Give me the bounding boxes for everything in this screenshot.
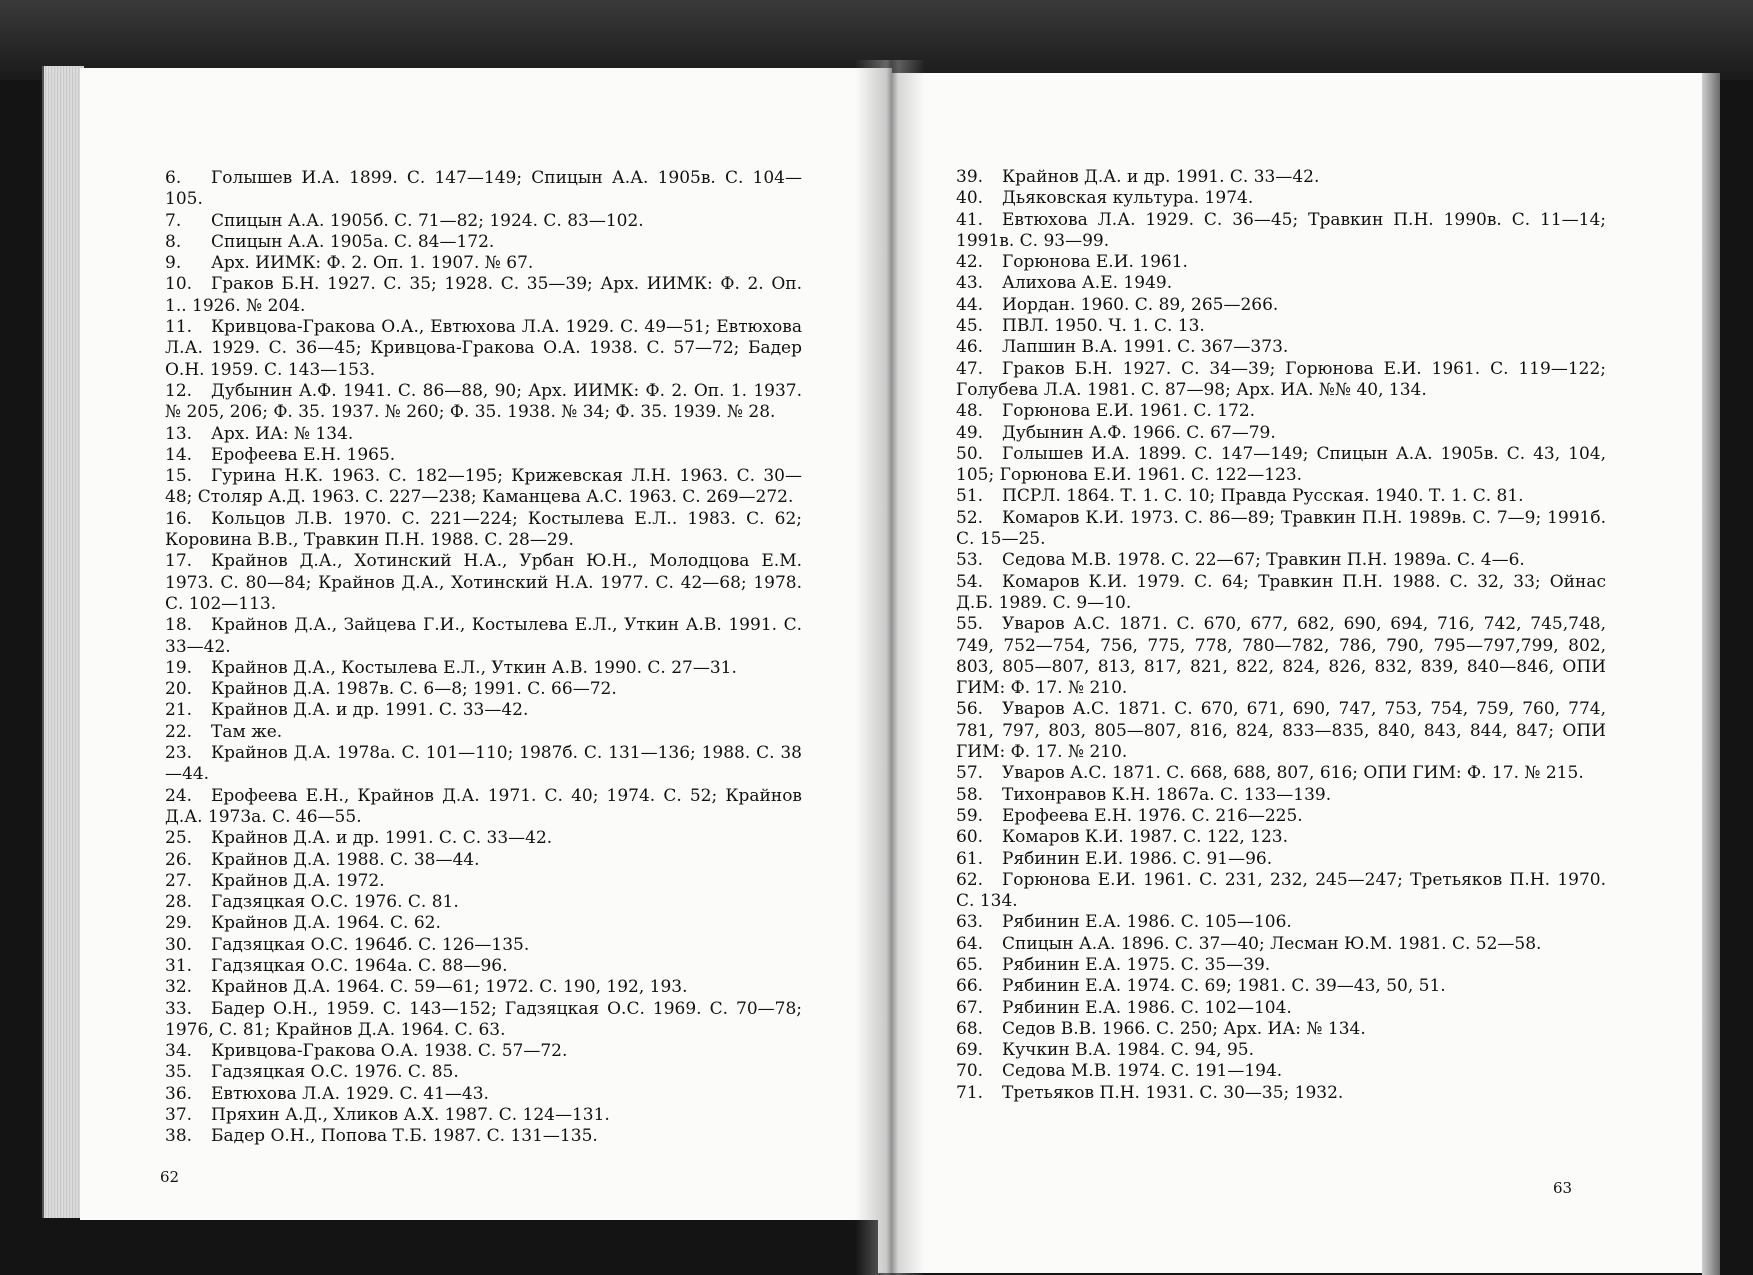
- note-text: Спицын А.А. 1896. С. 37—40; Лесман Ю.М. 1981. С. 52—58.: [1002, 933, 1542, 954]
- note-item: [956, 976, 1606, 997]
- note-number: 50.: [956, 443, 984, 464]
- note-number: 7.: [165, 210, 182, 231]
- note-number: 14.: [165, 444, 193, 465]
- note-number: 20.: [165, 679, 193, 700]
- note-number: 26.: [165, 849, 193, 870]
- note-text: Лапшин В.А. 1991. С. 367—373.: [1002, 337, 1289, 358]
- note-text: Иордан. 1960. С. 89, 265—266.: [1002, 294, 1279, 315]
- note-text: Рябинин Е.И. 1986. С. 91—96.: [1002, 848, 1273, 869]
- note-item: [956, 1061, 1606, 1082]
- note-text: Уваров А.С. 1871. С. 670, 677, 682, 690, 694, 716, 742, 745,748, 749, 752—754, 756, 775, 778, 780—782, 786, 790, 795—797,799, 802, 803, 805—807, 813, 817, 821, 822, 824, 826, 832, 839, 840—846, ОПИ ГИМ: Ф. 17. № 210.: [956, 614, 1606, 699]
- note-number: 51.: [956, 486, 984, 507]
- note-number: 44.: [956, 294, 984, 315]
- note-text: Рябинин Е.А. 1974. С. 69; 1981. С. 39—43, 50, 51.: [1002, 976, 1446, 997]
- note-text: Крайнов Д.А., Хотинский Н.А., Урбан Ю.Н., Молодцова Е.М. 1973. С. 80—84; Крайнов Д.А., Хотинский Н.А. 1977. С. 42—68; 1978. С. 102—113.: [165, 551, 802, 614]
- notes-list-left: [165, 168, 802, 1148]
- note-text: Граков Б.Н. 1927. С. 34—39; Горюнова Е.И. 1961. С. 119—122; Голубева Л.А. 1981. С. 87—98; Арх. ИА. №№ 40, 134.: [956, 358, 1606, 400]
- note-text: Крайнов Д.А. и др. 1991. С. 33—42.: [1002, 167, 1320, 187]
- note-number: 48.: [956, 401, 984, 422]
- note-item: [956, 572, 1606, 615]
- note-text: Седов В.В. 1966. С. 250; Арх. ИА: № 134.: [1002, 1018, 1366, 1039]
- note-text: Уваров А.С. 1871. С. 670, 671, 690, 747, 753, 754, 759, 760, 774, 781, 797, 803, 805—807, 816, 824, 833—835, 840, 843, 844, 847; ОПИ ГИМ: Ф. 17. № 210.: [956, 699, 1606, 763]
- note-item: [956, 167, 1606, 188]
- note-number: 62.: [956, 869, 984, 890]
- note-number: 25.: [165, 828, 193, 849]
- note-text: Спицын А.А. 1905а. С. 84—172.: [211, 231, 495, 252]
- note-text: Кривцова-Гракова О.А. 1938. С. 57—72.: [211, 1041, 568, 1062]
- note-number: 19.: [165, 657, 193, 678]
- note-item: [165, 509, 802, 552]
- note-text: Рябинин Е.А. 1986. С. 102—104.: [1002, 997, 1292, 1018]
- note-text: Тихонравов К.Н. 1867а. С. 133—139.: [1002, 784, 1332, 805]
- note-item: [956, 934, 1606, 955]
- note-item: [956, 210, 1606, 253]
- note-item: [956, 423, 1606, 444]
- note-text: Гадзяцкая О.С. 1976. С. 81.: [211, 892, 459, 913]
- note-text: Гурина Н.К. 1963. С. 182—195; Крижевская Л.Н. 1963. С. 30—48; Столяр А.Д. 1963. С. 227—238; Каманцева А.С. 1963. С. 269—272.: [165, 466, 802, 508]
- note-item: [165, 232, 802, 253]
- note-text: Пряхин А.Д., Хликов А.Х. 1987. С. 124—131.: [211, 1105, 610, 1126]
- note-item: [956, 188, 1606, 209]
- note-item: [165, 828, 802, 849]
- note-text: Горюнова Е.И. 1961. С. 172.: [1002, 401, 1256, 422]
- note-text: Дьяковская культура. 1974.: [1002, 188, 1254, 209]
- note-item: [165, 722, 802, 743]
- note-text: Кольцов Л.В. 1970. С. 221—224; Костылева Е.Л.. 1983. С. 62; Коровина В.В., Травкин П.Н. 1988. С. 28—29.: [165, 508, 802, 551]
- note-text: Крайнов Д.А. 1987в. С. 6—8; 1991. С. 66—72.: [211, 679, 617, 700]
- page-number-left: 62: [160, 1168, 180, 1186]
- note-number: 28.: [165, 892, 193, 913]
- note-text: Крайнов Д.А. 1964. С. 59—61; 1972. С. 190, 192, 193.: [211, 977, 688, 998]
- note-number: 53.: [956, 550, 984, 571]
- note-item: [956, 273, 1606, 294]
- note-item: [165, 743, 802, 786]
- note-number: 9.: [165, 253, 182, 274]
- note-number: 69.: [956, 1040, 984, 1061]
- note-item: [165, 850, 802, 871]
- note-number: 43.: [956, 273, 984, 294]
- note-number: 13.: [165, 423, 193, 444]
- note-text: Там же.: [211, 721, 283, 742]
- note-text: Комаров К.И. 1979. С. 64; Травкин П.Н. 1988. С. 32, 33; Ойнас Д.Б. 1989. С. 9—10.: [956, 571, 1606, 613]
- note-text: Крайнов Д.А. 1972.: [211, 870, 385, 891]
- note-item: [165, 956, 802, 977]
- note-text: Ерофеева Е.Н. 1976. С. 216—225.: [1002, 805, 1303, 826]
- note-number: 57.: [956, 763, 984, 784]
- note-item: [165, 274, 802, 317]
- note-number: 23.: [165, 743, 193, 764]
- note-number: 41.: [956, 209, 984, 230]
- note-text: ПСРЛ. 1864. Т. 1. С. 10; Правда Русская. 1940. Т. 1. С. 81.: [1002, 486, 1524, 507]
- note-number: 46.: [956, 337, 984, 358]
- note-text: Гадзяцкая О.С. 1964а. С. 88—96.: [211, 955, 508, 976]
- note-item: [165, 935, 802, 956]
- note-text: Крайнов Д.А. 1964. С. 62.: [211, 913, 441, 934]
- note-number: 68.: [956, 1018, 984, 1039]
- note-text: Крайнов Д.А. 1978а. С. 101—110; 1987б. С. 131—136; 1988. С. 38—44.: [165, 743, 802, 785]
- note-item: [956, 785, 1606, 806]
- note-item: [956, 295, 1606, 316]
- note-item: [956, 550, 1606, 571]
- note-text: ПВЛ. 1950. Ч. 1. С. 13.: [1002, 316, 1205, 337]
- page-stack-edge: [42, 66, 84, 1218]
- note-number: 21.: [165, 700, 193, 721]
- note-number: 29.: [165, 913, 193, 934]
- note-text: Кучкин В.А. 1984. С. 94, 95.: [1002, 1040, 1255, 1061]
- note-item: [956, 699, 1606, 763]
- note-item: [956, 912, 1606, 933]
- note-item: [956, 337, 1606, 358]
- left-page: [80, 68, 892, 1220]
- note-number: 11.: [165, 317, 193, 338]
- note-item: [165, 786, 802, 829]
- note-item: [165, 700, 802, 721]
- note-item: [956, 316, 1606, 337]
- note-text: Евтюхова Л.А. 1929. С. 36—45; Травкин П.Н. 1990в. С. 11—14; 1991в. С. 93—99.: [956, 209, 1606, 251]
- note-text: Крайнов Д.А. и др. 1991. С. С. 33—42.: [211, 828, 553, 849]
- note-text: Седова М.В. 1974. С. 191—194.: [1002, 1061, 1283, 1082]
- note-text: Гадзяцкая О.С. 1964б. С. 126—135.: [211, 934, 530, 955]
- notes-list-right: [956, 167, 1606, 1104]
- note-text: Горюнова Е.И. 1961.: [1002, 252, 1188, 273]
- note-number: 17.: [165, 551, 193, 572]
- note-item: [165, 1084, 802, 1105]
- note-number: 60.: [956, 827, 984, 848]
- note-number: 42.: [956, 252, 984, 273]
- note-item: [165, 424, 802, 445]
- note-number: 66.: [956, 976, 984, 997]
- note-number: 38.: [165, 1126, 193, 1147]
- note-number: 12.: [165, 380, 193, 401]
- note-text: Комаров К.И. 1987. С. 122, 123.: [1002, 827, 1289, 848]
- note-item: [956, 401, 1606, 422]
- note-item: [956, 827, 1606, 848]
- note-number: 65.: [956, 954, 984, 975]
- note-item: [165, 615, 802, 658]
- note-text: Ерофеева Е.Н., Крайнов Д.А. 1971. С. 40; 1974. С. 52; Крайнов Д.А. 1973а. С. 46—55.: [165, 785, 802, 827]
- note-number: 58.: [956, 784, 984, 805]
- note-item: [956, 1083, 1606, 1104]
- note-item: [165, 551, 802, 615]
- note-item: [165, 1126, 802, 1147]
- note-item: [165, 1062, 802, 1083]
- page-stack-edge-right: [1702, 73, 1720, 1275]
- note-number: 8.: [165, 231, 182, 252]
- note-number: 70.: [956, 1061, 984, 1082]
- note-item: [165, 1041, 802, 1062]
- note-item: [165, 871, 802, 892]
- note-number: 67.: [956, 997, 984, 1018]
- note-number: 32.: [165, 977, 193, 998]
- note-number: 24.: [165, 785, 193, 806]
- note-text: Бадер О.Н., 1959. С. 143—152; Гадзяцкая О.С. 1969. С. 70—78; 1976, С. 81; Крайнов Д.А. 1964. С. 63.: [165, 998, 802, 1040]
- note-text: Рябинин Е.А. 1975. С. 35—39.: [1002, 954, 1271, 975]
- note-text: Крайнов Д.А., Зайцева Г.И., Костылева Е.Л., Уткин А.В. 1991. С. 33—42.: [165, 615, 802, 657]
- note-item: [956, 486, 1606, 507]
- note-text: Гадзяцкая О.С. 1976. С. 85.: [211, 1062, 459, 1083]
- note-number: 33.: [165, 998, 193, 1019]
- note-number: 37.: [165, 1105, 193, 1126]
- note-text: Уваров А.С. 1871. С. 668, 688, 807, 616; ОПИ ГИМ: Ф. 17. № 215.: [1002, 763, 1584, 784]
- note-item: [956, 955, 1606, 976]
- note-text: Горюнова Е.И. 1961. С. 231, 232, 245—247; Третьяков П.Н. 1970. С. 134.: [956, 869, 1606, 912]
- note-text: Голышев И.А. 1899. С. 147—149; Спицын А.А. 1905в. С. 43, 104, 105; Горюнова Е.И. 1961. С. 122—123.: [956, 443, 1606, 486]
- note-number: 31.: [165, 955, 193, 976]
- note-item: [956, 1040, 1606, 1061]
- note-item: [165, 466, 802, 509]
- note-item: [165, 445, 802, 466]
- note-item: [165, 913, 802, 934]
- note-number: 16.: [165, 508, 193, 529]
- note-item: [956, 444, 1606, 487]
- note-item: [165, 977, 802, 998]
- note-text: Крайнов Д.А. 1988. С. 38—44.: [211, 849, 480, 870]
- note-number: 10.: [165, 274, 193, 295]
- note-number: 15.: [165, 466, 193, 487]
- note-item: [165, 317, 802, 381]
- note-text: Спицын А.А. 1905б. С. 71—82; 1924. С. 83—102.: [211, 210, 644, 231]
- note-number: 59.: [956, 805, 984, 826]
- note-number: 6.: [165, 168, 182, 188]
- note-number: 63.: [956, 912, 984, 933]
- note-item: [956, 849, 1606, 870]
- note-item: [165, 168, 802, 211]
- note-text: Дубынин А.Ф. 1966. С. 67—79.: [1002, 422, 1276, 443]
- note-item: [165, 381, 802, 424]
- note-text: Крайнов Д.А., Костылева Е.Л., Уткин А.В. 1990. С. 27—31.: [211, 657, 737, 678]
- note-item: [165, 253, 802, 274]
- note-number: 54.: [956, 571, 984, 592]
- note-item: [956, 870, 1606, 913]
- note-text: Бадер О.Н., Попова Т.Б. 1987. С. 131—135.: [211, 1126, 598, 1147]
- note-item: [956, 998, 1606, 1019]
- note-item: [165, 892, 802, 913]
- note-item: [165, 211, 802, 232]
- note-number: 45.: [956, 316, 984, 337]
- note-text: Седова М.В. 1978. С. 22—67; Травкин П.Н. 1989а. С. 4—6.: [1002, 550, 1525, 571]
- note-number: 36.: [165, 1083, 193, 1104]
- note-text: Евтюхова Л.А. 1929. С. 41—43.: [211, 1083, 489, 1104]
- note-item: [956, 252, 1606, 273]
- note-number: 52.: [956, 507, 984, 528]
- note-text: Голышев И.А. 1899. С. 147—149; Спицын А.А. 1905в. С. 104—105.: [165, 168, 802, 210]
- note-number: 35.: [165, 1062, 193, 1083]
- note-number: 27.: [165, 870, 193, 891]
- note-number: 22.: [165, 721, 193, 742]
- note-item: [165, 999, 802, 1042]
- page-number-right: 63: [1553, 1179, 1573, 1197]
- note-text: Крайнов Д.А. и др. 1991. С. 33—42.: [211, 700, 529, 721]
- note-number: 64.: [956, 933, 984, 954]
- note-number: 47.: [956, 358, 984, 379]
- note-number: 34.: [165, 1041, 193, 1062]
- note-item: [165, 679, 802, 700]
- note-text: Дубынин А.Ф. 1941. С. 86—88, 90; Арх. ИИМК: Ф. 2. Оп. 1. 1937. № 205, 206; Ф. 35. 1937. № 260; Ф. 35. 1938. № 34; Ф. 35. 1939. № 28.: [165, 380, 802, 423]
- note-number: 56.: [956, 699, 984, 720]
- note-item: [956, 359, 1606, 402]
- note-text: Третьяков П.Н. 1931. С. 30—35; 1932.: [1002, 1082, 1344, 1103]
- note-number: 55.: [956, 614, 984, 635]
- note-number: 30.: [165, 934, 193, 955]
- note-number: 39.: [956, 167, 984, 187]
- right-page: [878, 73, 1704, 1273]
- note-text: Граков Б.Н. 1927. С. 35; 1928. С. 35—39; Арх. ИИМК: Ф. 2. Оп. 1.. 1926. № 204.: [165, 274, 802, 316]
- note-text: Алихова А.Е. 1949.: [1002, 273, 1173, 294]
- note-item: [956, 763, 1606, 784]
- note-number: 18.: [165, 615, 193, 636]
- note-text: Комаров К.И. 1973. С. 86—89; Травкин П.Н. 1989в. С. 7—9; 1991б. С. 15—25.: [956, 507, 1606, 550]
- note-item: [165, 1105, 802, 1126]
- note-number: 61.: [956, 848, 984, 869]
- note-number: 40.: [956, 188, 984, 209]
- note-text: Кривцова-Гракова О.А., Евтюхова Л.А. 1929. С. 49—51; Евтюхова Л.А. 1929. С. 36—45; Кривцова-Гракова О.А. 1938. С. 57—72; Бадер О.Н. 1959. С. 143—153.: [165, 317, 802, 380]
- note-item: [956, 1019, 1606, 1040]
- note-number: 49.: [956, 422, 984, 443]
- note-text: Арх. ИА: № 134.: [211, 423, 354, 444]
- note-item: [956, 614, 1606, 699]
- note-text: Арх. ИИМК: Ф. 2. Оп. 1. 1907. № 67.: [211, 253, 534, 274]
- note-item: [956, 508, 1606, 551]
- note-text: Рябинин Е.А. 1986. С. 105—106.: [1002, 912, 1292, 933]
- note-text: Ерофеева Е.Н. 1965.: [211, 444, 396, 465]
- note-number: 71.: [956, 1082, 984, 1103]
- note-item: [165, 658, 802, 679]
- note-item: [956, 806, 1606, 827]
